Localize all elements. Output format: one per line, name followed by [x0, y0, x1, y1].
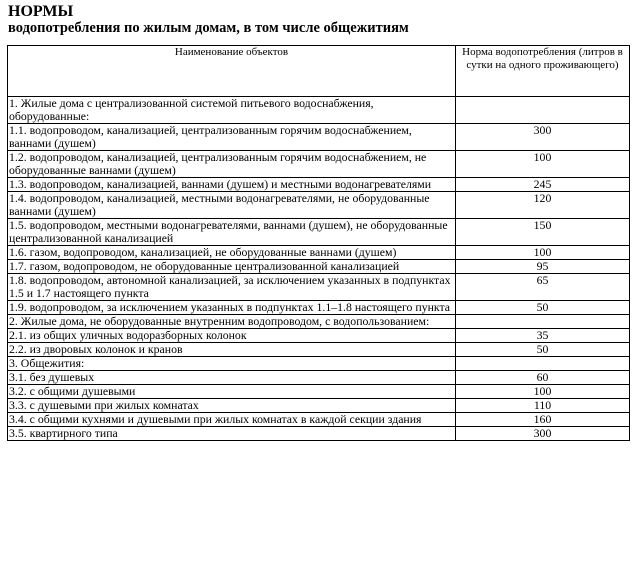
table-row [8, 151, 630, 178]
header-consumption-norm: Норма водопотребления (литров в сутки на одного проживающего) [456, 46, 630, 97]
table-row [8, 260, 630, 274]
norm-value-cell: 50 [456, 301, 630, 315]
table-row [8, 343, 630, 357]
norm-value-cell: 300 [456, 124, 630, 151]
table-row [8, 97, 630, 124]
norm-value-cell: 60 [456, 371, 630, 385]
header-object-name: Наименование объектов [8, 46, 456, 97]
object-name-cell: 3.4. с общими кухнями и душевыми при жилых комнатах в каждой секции здания [8, 413, 456, 427]
object-name-cell: 3. Общежития: [8, 357, 456, 371]
table-row [8, 413, 630, 427]
norm-value-cell: 120 [456, 192, 630, 219]
object-name-cell: 1.1. водопроводом, канализацией, централизованным горячим водоснабжением, ваннами (душем) [8, 124, 456, 151]
document-heading [8, 3, 409, 37]
norm-value-cell: 65 [456, 274, 630, 301]
object-name-cell: 2. Жилые дома, не оборудованные внутренним водопроводом, с водопользованием: [8, 315, 456, 329]
object-name-cell: 1.6. газом, водопроводом, канализацией, не оборудованные ваннами (душем) [8, 246, 456, 260]
object-name-cell: 2.2. из дворовых колонок и кранов [8, 343, 456, 357]
table-row [8, 315, 630, 329]
table-body [8, 97, 630, 441]
norm-value-cell: 160 [456, 413, 630, 427]
table-row [8, 219, 630, 246]
norm-value-cell: 150 [456, 219, 630, 246]
document-title: НОРМЫ [8, 3, 74, 20]
table-row [8, 124, 630, 151]
object-name-cell: 3.5. квартирного типа [8, 427, 456, 441]
object-name-cell: 1.9. водопроводом, за исключением указанных в подпунктах 1.1–1.8 настоящего пункта [8, 301, 456, 315]
norm-value-cell: 100 [456, 151, 630, 178]
norm-value-cell: 95 [456, 260, 630, 274]
norm-value-cell: 100 [456, 246, 630, 260]
table-row [8, 301, 630, 315]
object-name-cell: 1.3. водопроводом, канализацией, ваннами (душем) и местными водонагревателями [8, 178, 456, 192]
norm-value-cell: 110 [456, 399, 630, 413]
object-name-cell: 2.1. из общих уличных водоразборных колонок [8, 329, 456, 343]
norm-value-cell: 100 [456, 385, 630, 399]
table-row [8, 178, 630, 192]
norm-value-cell [456, 357, 630, 371]
document-subtitle: водопотребления по жилым домам, в том числе общежитиям [8, 20, 409, 36]
table-row [8, 427, 630, 441]
table-row [8, 399, 630, 413]
norm-value-cell: 245 [456, 178, 630, 192]
object-name-cell: 1.7. газом, водопроводом, не оборудованные централизованной канализацией [8, 260, 456, 274]
object-name-cell: 1.8. водопроводом, автономной канализацией, за исключением указанных в подпунктах 1.5 и 1.7 настоящего пункта [8, 274, 456, 301]
table-row [8, 274, 630, 301]
object-name-cell: 3.3. с душевыми при жилых комнатах [8, 399, 456, 413]
table-row [8, 357, 630, 371]
table-header-row [8, 46, 630, 97]
table-row [8, 371, 630, 385]
norm-value-cell: 300 [456, 427, 630, 441]
table-row [8, 329, 630, 343]
object-name-cell: 1. Жилые дома с централизованной системой питьевого водоснабжения, оборудованные: [8, 97, 456, 124]
table-row [8, 192, 630, 219]
norm-value-cell [456, 97, 630, 124]
water-norms-table [7, 45, 630, 441]
table-row [8, 385, 630, 399]
object-name-cell: 3.2. с общими душевыми [8, 385, 456, 399]
norm-value-cell: 50 [456, 343, 630, 357]
object-name-cell: 1.2. водопроводом, канализацией, централизованным горячим водоснабжением, не оборудованные ваннами (душем) [8, 151, 456, 178]
object-name-cell: 1.4. водопроводом, канализацией, местными водонагревателями, не оборудованные ваннами (душем) [8, 192, 456, 219]
object-name-cell: 1.5. водопроводом, местными водонагревателями, ваннами (душем), не оборудованные централизованной канализацией [8, 219, 456, 246]
norm-value-cell: 35 [456, 329, 630, 343]
norm-value-cell [456, 315, 630, 329]
object-name-cell: 3.1. без душевых [8, 371, 456, 385]
table-row [8, 246, 630, 260]
